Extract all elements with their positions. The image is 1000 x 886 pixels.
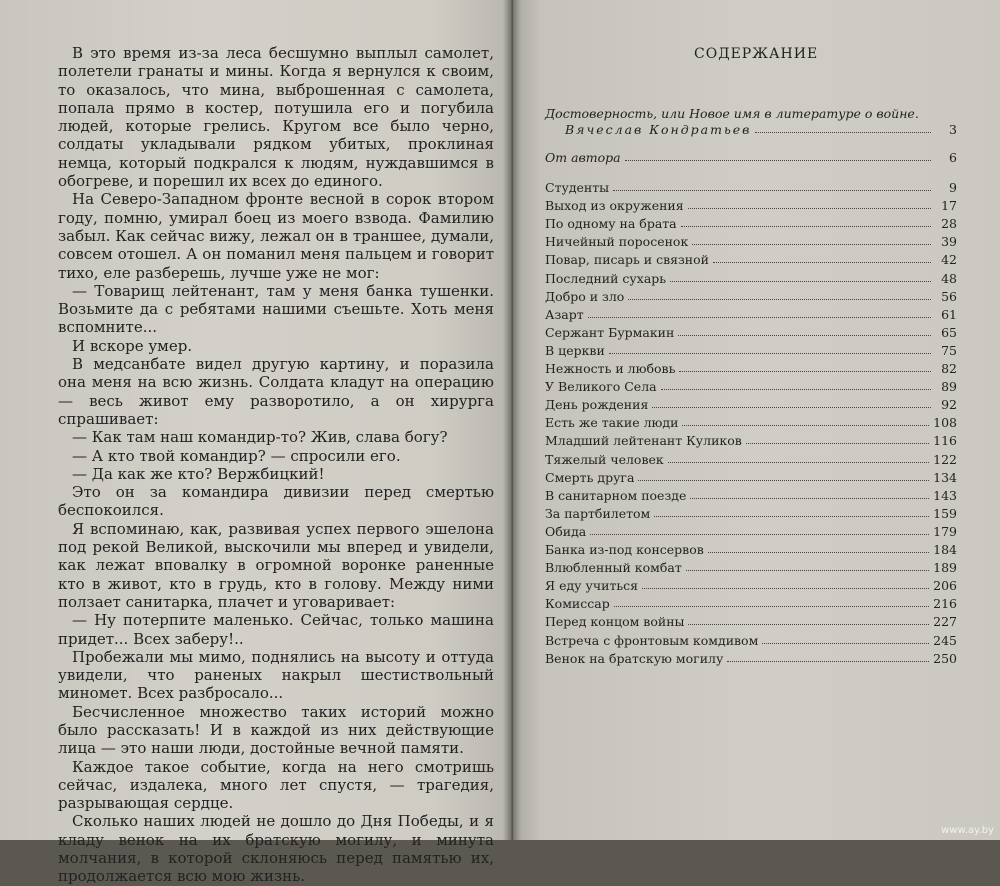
paragraph: Сколько наших людей не дошло до Дня Победы, и я кладу венок на их братскую могилу, и минута молчания, в которой склоняюсь перед памятью их, продолжается всю мою жизнь. [58, 812, 494, 886]
toc-entry-title: Комиссар [545, 596, 610, 612]
toc-page-number: 159 [933, 505, 957, 521]
toc-page-number: 75 [941, 342, 957, 358]
toc-page-number: 250 [933, 650, 957, 666]
toc-leader-dots [614, 606, 929, 607]
toc-leader-dots [681, 226, 931, 227]
toc-entry-intro [545, 104, 957, 121]
toc-entry-title: У Великого Села [545, 379, 657, 395]
toc-entry [545, 576, 957, 593]
toc-entry-title: Младший лейтенант Куликов [545, 433, 742, 449]
toc-leader-dots [661, 389, 931, 390]
toc-page-number: 184 [933, 542, 957, 557]
toc-page-number: 48 [941, 270, 957, 286]
toc-leader-dots [688, 624, 929, 625]
toc-leader-dots [708, 552, 929, 553]
toc-entry-title: Смерть друга [545, 469, 635, 485]
toc-entry-title: За партбилетом [545, 505, 651, 521]
toc-entry [545, 214, 957, 231]
toc-leader-dots [713, 262, 931, 263]
paragraph: На Северо-Западном фронте весной в сорок втором году, помню, умирал боец из моего взвода. Фамилию забыл. Как сейчас вижу, лежал он в траншее, думали, совсем отошел. А он поманил меня пальцем и говорит тихо, еле разберешь, лучше уже не мог: [58, 190, 494, 282]
toc-entry [545, 196, 957, 213]
toc-entry-title: Повар, писарь и связной [545, 252, 709, 268]
toc-entry-title: Достоверность, или Новое имя в литературе о войне. [545, 106, 919, 121]
toc-page-number: 116 [933, 433, 957, 449]
toc-page-number: 3 [949, 122, 957, 137]
toc-entry-title: Венок на братскую могилу [545, 650, 724, 666]
toc-entry-title: Добро и зло [545, 288, 625, 304]
toc-entry-title: Влюбленный комбат [545, 560, 682, 576]
toc-entry-title: Обида [545, 523, 587, 539]
toc-entry-title: Банка из-под консервов [545, 542, 704, 557]
toc-leader-dots [727, 661, 929, 662]
toc-entry-title: По одному на брата [545, 216, 677, 232]
paragraph: В медсанбате видел другую картину, и поразила она меня на всю жизнь. Солдата кладут на операцию — весь живот ему разворотило, а он хирурга спрашивает: [58, 355, 494, 428]
toc-entry [545, 504, 957, 521]
toc-entry-title: Азарт [545, 306, 584, 322]
paragraph: — Как там наш командир-то? Жив, слава богу? [72, 428, 448, 447]
toc-entry [545, 269, 957, 286]
toc-title: СОДЕРЖАНИЕ [694, 46, 819, 62]
toc-page-number: 92 [941, 397, 957, 413]
toc-page-number: 61 [941, 306, 957, 322]
toc-leader-dots [628, 299, 931, 300]
toc-page-number: 216 [933, 596, 957, 612]
toc-leader-dots [755, 132, 931, 133]
paragraph: Это он за командира дивизии перед смертью беспокоился. [58, 483, 494, 520]
toc-entry-author: Вячеслав Кондратьев [565, 122, 752, 137]
toc-page-number: 17 [941, 198, 957, 214]
toc-leader-dots [654, 516, 929, 517]
toc-entry [545, 558, 957, 575]
toc-entry [545, 232, 957, 249]
toc-page-number: 39 [941, 234, 957, 250]
toc-leader-dots [588, 317, 931, 318]
paragraph: — Да как же кто? Вержбицкий! [72, 464, 325, 483]
toc-entry [545, 250, 957, 267]
toc-page-number: 65 [941, 324, 957, 340]
toc-entry [545, 594, 957, 611]
toc-page-number: 227 [933, 614, 957, 630]
paragraph: И вскоре умер. [72, 336, 193, 355]
toc-page-number: 245 [933, 632, 957, 648]
toc-entry [545, 413, 957, 430]
toc-leader-dots [678, 335, 931, 336]
toc-entry [545, 612, 957, 629]
toc-leader-dots [613, 190, 931, 191]
paragraph: Я вспоминаю, как, развивая успех первого эшелона под рекой Великой, выскочили мы вперед и увидели, как лежат вповалку в огромной воронке раненные кто в живот, кто в грудь, кто в голову. Между ними ползает санитарка, плачет и уговаривает: [58, 519, 494, 611]
toc-entry-title: Я еду учиться [545, 578, 639, 594]
toc-leader-dots [746, 443, 929, 444]
toc-entry-title: Студенты [545, 180, 610, 195]
toc-entry-intro-author [545, 120, 957, 137]
toc-page-number: 206 [933, 578, 957, 594]
paragraph: В это время из-за леса бесшумно выплыл самолет, полетели гранаты и мины. Когда я вернулся к своим, то оказалось, что мина, выброшенная с самолета, попала прямо в костер, потушила его и погубила людей, которые грелись. Кругом все было черно, солдаты укладывали рядком убитых, проклиная немца, который подкрался к людям, нуждавшимся в обогреве, и порешил их всех до единого. [58, 44, 494, 191]
left-page-text [58, 44, 494, 886]
toc-page-number: 56 [941, 288, 957, 304]
toc-entry [545, 178, 957, 195]
toc-entry-title: День рождения [545, 397, 649, 413]
toc-entry-title: Выход из окружения [545, 198, 684, 214]
toc-page-number: 134 [933, 469, 957, 485]
toc-page-number: 9 [949, 180, 957, 195]
toc-entry-title: Есть же такие люди [545, 415, 679, 431]
toc-entry [545, 631, 957, 648]
toc-page-number: 122 [933, 451, 957, 467]
toc-entry [545, 540, 957, 557]
toc-entry [545, 649, 957, 666]
paragraph: Пробежали мы мимо, поднялись на высоту и оттуда увидели, что раненых накрыл шестиствольный миномет. Всех разбросало... [58, 647, 494, 703]
toc-leader-dots [625, 160, 931, 161]
paragraph: — А кто твой командир? — спросили его. [72, 446, 401, 465]
toc-entry [545, 431, 957, 448]
toc-entry-title: Тяжелый человек [545, 451, 664, 467]
toc-entry [545, 341, 957, 358]
toc-leader-dots [682, 425, 929, 426]
toc-leader-dots [609, 353, 931, 354]
toc-page-number: 82 [941, 361, 957, 376]
toc-entry [545, 305, 957, 322]
toc-entry-title: Сержант Бурмакин [545, 324, 675, 340]
toc-page-number: 179 [933, 523, 957, 539]
paragraph: Каждое такое событие, когда на него смотришь сейчас, издалека, много лет спустя, — трагедия, разрывающая сердце. [58, 757, 494, 813]
toc-leader-dots [686, 570, 929, 571]
toc-entry-title: От автора [545, 150, 621, 165]
toc-leader-dots [652, 407, 931, 408]
paragraph: — Товарищ лейтенант, там у меня банка тушенки. Возьмите да с ребятами нашими съешьте. Хоть меня вспомните... [58, 281, 494, 337]
toc-page-number: 108 [933, 415, 957, 431]
toc-entry [545, 359, 957, 376]
book-gutter [503, 0, 521, 840]
toc-leader-dots [668, 462, 929, 463]
toc-page-number: 6 [949, 150, 957, 165]
toc-page-number: 89 [941, 379, 957, 395]
toc-entry-title: В церкви [545, 342, 605, 358]
toc-leader-dots [690, 498, 929, 499]
toc-page-number: 28 [941, 216, 957, 232]
watermark: www.ay.by [941, 825, 994, 836]
toc-page-number: 189 [933, 560, 957, 576]
toc-entry [545, 323, 957, 340]
toc-entry-title: В санитарном поезде [545, 487, 687, 503]
toc-entry [545, 486, 957, 503]
toc-entry [545, 522, 957, 539]
toc-entry-title: Перед концом войны [545, 614, 685, 630]
toc-leader-dots [679, 371, 931, 372]
toc-leader-dots [590, 534, 929, 535]
toc-leader-dots [762, 643, 929, 644]
toc-leader-dots [642, 588, 929, 589]
toc-entry-title: Нежность и любовь [545, 361, 676, 376]
toc-entry [545, 395, 957, 412]
toc-entry [545, 287, 957, 304]
toc-entry [545, 377, 957, 394]
toc-leader-dots [688, 208, 931, 209]
toc-entry-title: Последний сухарь [545, 270, 667, 286]
toc-leader-dots [692, 244, 931, 245]
toc-page-number: 42 [941, 252, 957, 268]
paragraph: Бесчисленное множество таких историй можно было рассказать! И в каждой из них действующие лица — это наши люди, достойные вечной памяти. [58, 702, 494, 758]
paragraph: — Ну потерпите маленько. Сейчас, только машина придет... Всех заберу!.. [58, 611, 494, 648]
toc-entry [545, 468, 957, 485]
toc-page-number: 143 [933, 487, 957, 503]
toc-entry-preface [545, 148, 957, 165]
toc-leader-dots [638, 480, 929, 481]
toc-entry-title: Ничейный поросенок [545, 234, 689, 250]
toc-entry [545, 450, 957, 467]
toc-entry-title: Встреча с фронтовым комдивом [545, 632, 759, 648]
toc-leader-dots [670, 281, 931, 282]
